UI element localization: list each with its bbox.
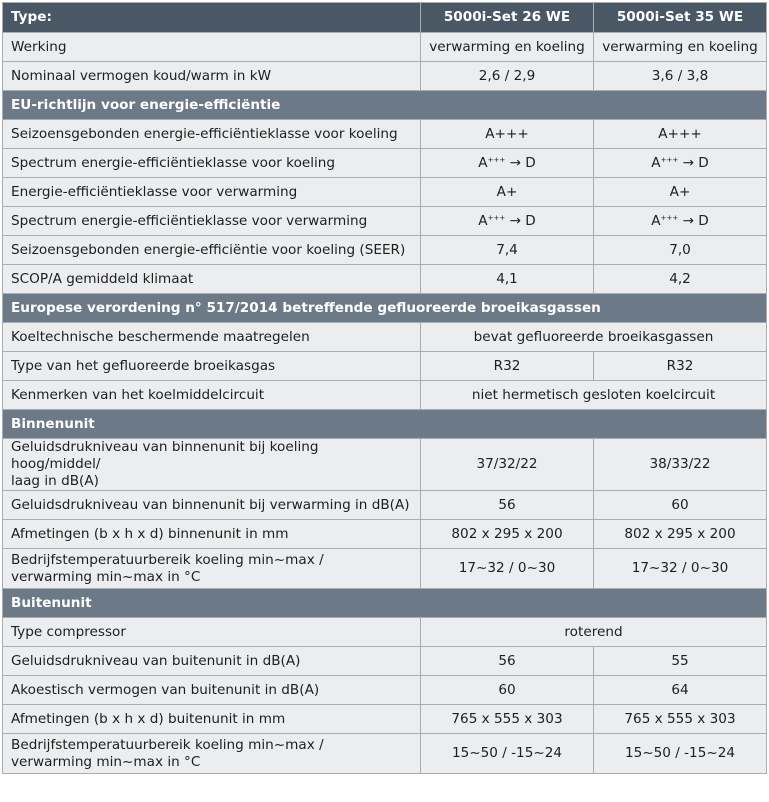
section-eu-verordening [3, 294, 767, 323]
value-model-b: A+ [594, 178, 767, 207]
value-model-b: 64 [594, 676, 767, 705]
value-model-a: 765 x 555 x 303 [421, 705, 594, 734]
row-label: Spectrum energie-efficiëntieklasse voor verwarming [3, 207, 421, 236]
row-label: Afmetingen (b x h x d) binnenunit in mm [3, 520, 421, 549]
value-both-models: roterend [421, 618, 767, 647]
class-letter: A [478, 154, 488, 171]
value-model-a: 37/32/22 [421, 439, 594, 491]
table-row-seizoens-klasse-koeling [3, 120, 767, 149]
row-label: Geluidsdrukniveau van buitenunit in dB(A) [3, 647, 421, 676]
value-model-a: 2,6 / 2,9 [421, 62, 594, 91]
row-label [3, 734, 421, 774]
table-row-klasse-verwarming [3, 178, 767, 207]
table-row-geluid-buiten [3, 647, 767, 676]
class-range: → D [505, 212, 536, 229]
value-model-a: 56 [421, 647, 594, 676]
value-model-b: 15~50 / -15~24 [594, 734, 767, 774]
value-model-a: A+ [421, 178, 594, 207]
value-model-b: R32 [594, 352, 767, 381]
value-model-a: 17~32 / 0~30 [421, 549, 594, 589]
table-row-geluid-binnen-verwarming [3, 491, 767, 520]
table-row-akoestisch-buiten [3, 676, 767, 705]
table-row-geluid-binnen-koeling [3, 439, 767, 491]
class-plus: +++ [660, 213, 679, 222]
class-letter: A [651, 154, 661, 171]
table-row-nominaal-vermogen [3, 62, 767, 91]
value-model-b: 3,6 / 3,8 [594, 62, 767, 91]
value-model-a: A+++ [421, 120, 594, 149]
row-label: Seizoensgebonden energie-efficiëntieklasse voor koeling [3, 120, 421, 149]
row-label-line-1: Bedrijfstemperatuurbereik koeling min~max / [11, 551, 324, 568]
table-row-compressor [3, 618, 767, 647]
row-label [3, 549, 421, 589]
row-label: Seizoensgebonden energie-efficiëntie voor koeling (SEER) [3, 236, 421, 265]
value-both-models: niet hermetisch gesloten koelcircuit [421, 381, 767, 410]
value-model-b: 17~32 / 0~30 [594, 549, 767, 589]
row-label: Spectrum energie-efficiëntieklasse voor koeling [3, 149, 421, 178]
class-range: → D [505, 154, 536, 171]
value-model-b [594, 149, 767, 178]
spec-table [2, 2, 767, 774]
value-model-b: 802 x 295 x 200 [594, 520, 767, 549]
table-row-temperatuur-buiten [3, 734, 767, 774]
row-label-line-1: Bedrijfstemperatuurbereik koeling min~max / [11, 736, 324, 753]
row-label-line-2: verwarming min~max in °C [11, 753, 201, 770]
table-row-afmetingen-binnen [3, 520, 767, 549]
value-model-a [421, 149, 594, 178]
header-model-a: 5000i-Set 26 WE [421, 3, 594, 33]
row-label-line-2: verwarming min~max in °C [11, 568, 201, 585]
class-range: → D [678, 154, 709, 171]
row-label: Energie-efficiëntieklasse voor verwarming [3, 178, 421, 207]
value-model-a: 802 x 295 x 200 [421, 520, 594, 549]
value-model-a: R32 [421, 352, 594, 381]
value-model-b: 4,2 [594, 265, 767, 294]
class-range: → D [678, 212, 709, 229]
table-row-broeikasgas-type [3, 352, 767, 381]
row-label-line-1: Geluidsdrukniveau van binnenunit bij koeling hoog/middel/ [11, 439, 319, 472]
section-buitenunit [3, 589, 767, 618]
table-row-seer [3, 236, 767, 265]
table-row-koelmiddelcircuit [3, 381, 767, 410]
section-title: Binnenunit [3, 410, 767, 439]
row-label: Geluidsdrukniveau van binnenunit bij verwarming in dB(A) [3, 491, 421, 520]
section-title: Europese verordening n° 517/2014 betreffende gefluoreerde broeikasgassen [3, 294, 767, 323]
value-model-b: 765 x 555 x 303 [594, 705, 767, 734]
value-model-a: 4,1 [421, 265, 594, 294]
value-model-a: 56 [421, 491, 594, 520]
value-model-a: 7,4 [421, 236, 594, 265]
table-row-spectrum-koeling [3, 149, 767, 178]
value-model-a: 60 [421, 676, 594, 705]
section-eu-richtlijn [3, 91, 767, 120]
row-label: Afmetingen (b x h x d) buitenunit in mm [3, 705, 421, 734]
row-label: Kenmerken van het koelmiddelcircuit [3, 381, 421, 410]
table-row-werking [3, 33, 767, 62]
class-letter: A [478, 212, 488, 229]
row-label [3, 439, 421, 491]
value-model-b: 38/33/22 [594, 439, 767, 491]
value-both-models: bevat gefluoreerde broeikasgassen [421, 323, 767, 352]
header-type-label: Type: [3, 3, 421, 33]
section-binnenunit [3, 410, 767, 439]
table-row-scop [3, 265, 767, 294]
value-model-b: 7,0 [594, 236, 767, 265]
table-row-beschermende-maatregelen [3, 323, 767, 352]
table-header-row [3, 3, 767, 33]
class-plus: +++ [487, 213, 506, 222]
row-label: SCOP/A gemiddeld klimaat [3, 265, 421, 294]
section-title: Buitenunit [3, 589, 767, 618]
value-model-a [421, 207, 594, 236]
table-row-spectrum-verwarming [3, 207, 767, 236]
value-model-b: verwarming en koeling [594, 33, 767, 62]
value-model-a: 15~50 / -15~24 [421, 734, 594, 774]
value-model-b [594, 207, 767, 236]
class-plus: +++ [660, 155, 679, 164]
row-label: Koeltechnische beschermende maatregelen [3, 323, 421, 352]
section-title: EU-richtlijn voor energie-efficiëntie [3, 91, 767, 120]
table-row-afmetingen-buiten [3, 705, 767, 734]
class-letter: A [651, 212, 661, 229]
class-plus: +++ [487, 155, 506, 164]
value-model-b: A+++ [594, 120, 767, 149]
value-model-a: verwarming en koeling [421, 33, 594, 62]
row-label: Type compressor [3, 618, 421, 647]
table-row-temperatuur-binnen [3, 549, 767, 589]
row-label-line-2: laag in dB(A) [11, 473, 99, 489]
header-model-b: 5000i-Set 35 WE [594, 3, 767, 33]
value-model-b: 60 [594, 491, 767, 520]
row-label: Type van het gefluoreerde broeikasgas [3, 352, 421, 381]
row-label: Werking [3, 33, 421, 62]
row-label: Akoestisch vermogen van buitenunit in dB(A) [3, 676, 421, 705]
row-label: Nominaal vermogen koud/warm in kW [3, 62, 421, 91]
value-model-b: 55 [594, 647, 767, 676]
